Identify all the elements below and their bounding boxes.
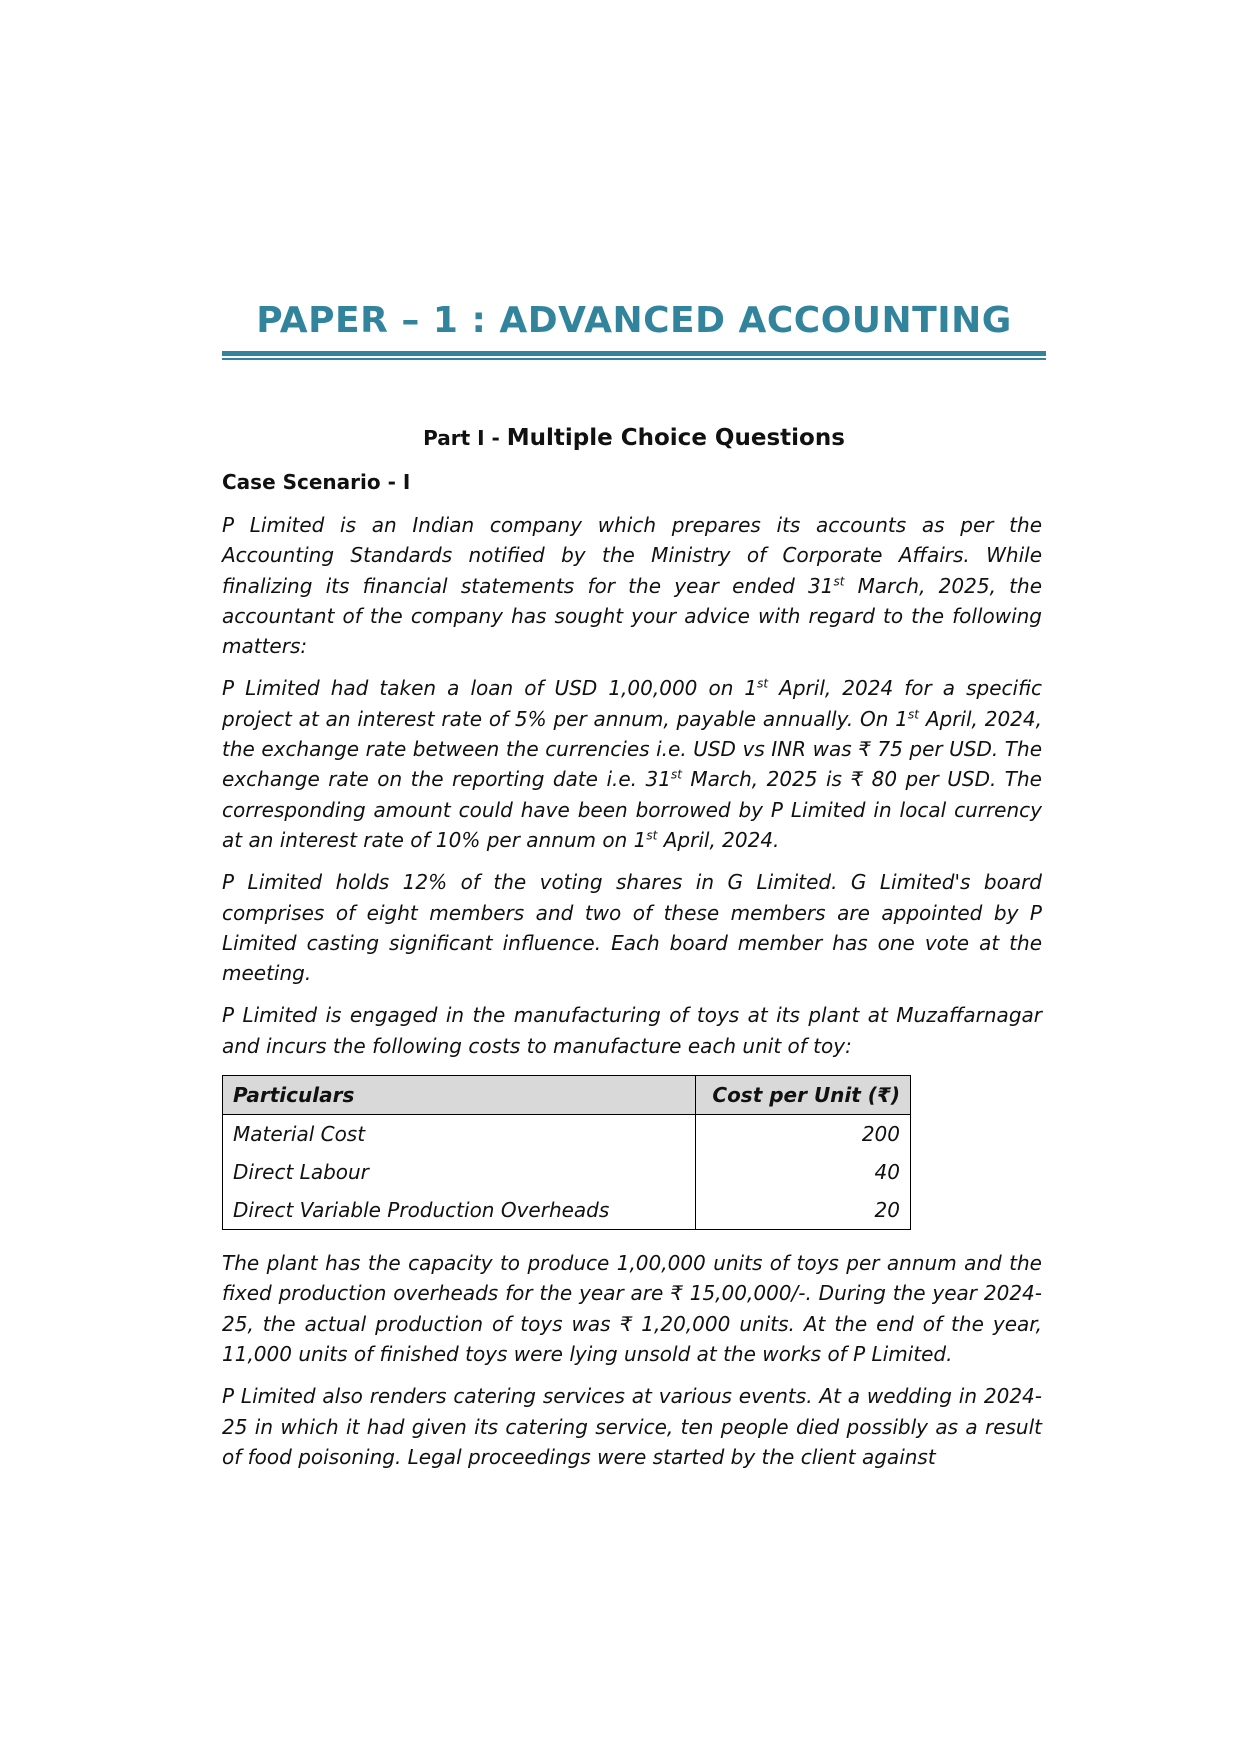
shares-paragraph: P Limited holds 12% of the voting shares in G Limited. G Limited's board comprises of eight members and two of these members are appointed by P Limited casting significant influence. Each board member has one vote at the meeting.	[222, 870, 1042, 986]
title-underline-thin	[222, 358, 1046, 360]
part-prefix: Part I -	[423, 426, 507, 450]
table-header-cost: Cost per Unit (₹)	[696, 1076, 911, 1115]
title-underline-thick	[222, 351, 1046, 356]
table-cell-cost: 40	[696, 1153, 911, 1191]
table-cell-cost: 200	[696, 1115, 911, 1154]
part-label: Multiple Choice Questions	[506, 425, 845, 451]
table-row	[223, 1115, 911, 1154]
plant-paragraph: The plant has the capacity to produce 1,00,000 units of toys per annum and the fixed production overheads for the year are ₹ 15,00,000/-. During the year 2024-25, the actual production of toys was ₹ 1,20,000 units. At the end of the year, 11,000 units of finished toys were lying unsold at the works of P Limited.	[222, 1251, 1042, 1366]
table-cell-item: Direct Variable Production Overheads	[223, 1191, 696, 1230]
table-row	[223, 1153, 911, 1191]
cost-table	[222, 1075, 911, 1230]
case-scenario-heading: Case Scenario - I	[222, 470, 411, 494]
loan-paragraph: P Limited had taken a loan of USD 1,00,000 on 1st April, 2024 for a specific project at an interest rate of 5% per annum, payable annually. On 1st April, 2024, the exchange rate between the currencies i.e. USD vs INR was ₹ 75 per USD. The exchange rate on the reporting date i.e. 31st March, 2025 is ₹ 80 per USD. The corresponding amount could have been borrowed by P Limited in local currency at an interest rate of 10% per annum on 1st April, 2024.	[222, 676, 1042, 852]
intro-paragraph: P Limited is an Indian company which prepares its accounts as per the Accounting Standards notified by the Ministry of Corporate Affairs. While finalizing its financial statements for the year ended 31st March, 2025, the accountant of the company has sought your advice with regard to the following matters:	[222, 513, 1042, 659]
table-header-row	[223, 1076, 911, 1115]
table-header-particulars: Particulars	[223, 1076, 696, 1115]
table-cell-item: Direct Labour	[223, 1153, 696, 1191]
table-cell-item: Material Cost	[223, 1115, 696, 1154]
table-cell-cost: 20	[696, 1191, 911, 1230]
table-row	[223, 1191, 911, 1230]
toys-paragraph: P Limited is engaged in the manufacturing of toys at its plant at Muzaffarnagar and incurs the following costs to manufacture each unit of toy:	[222, 1003, 1042, 1058]
part-heading	[222, 425, 1046, 451]
page-title: PAPER – 1 : ADVANCED ACCOUNTING	[256, 300, 1012, 341]
catering-paragraph: P Limited also renders catering services at various events. At a wedding in 2024-25 in which it had given its catering service, ten people died possibly as a result of food poisoning. Legal proceedings were started by the client against	[222, 1384, 1042, 1469]
document-body	[222, 510, 1042, 1484]
